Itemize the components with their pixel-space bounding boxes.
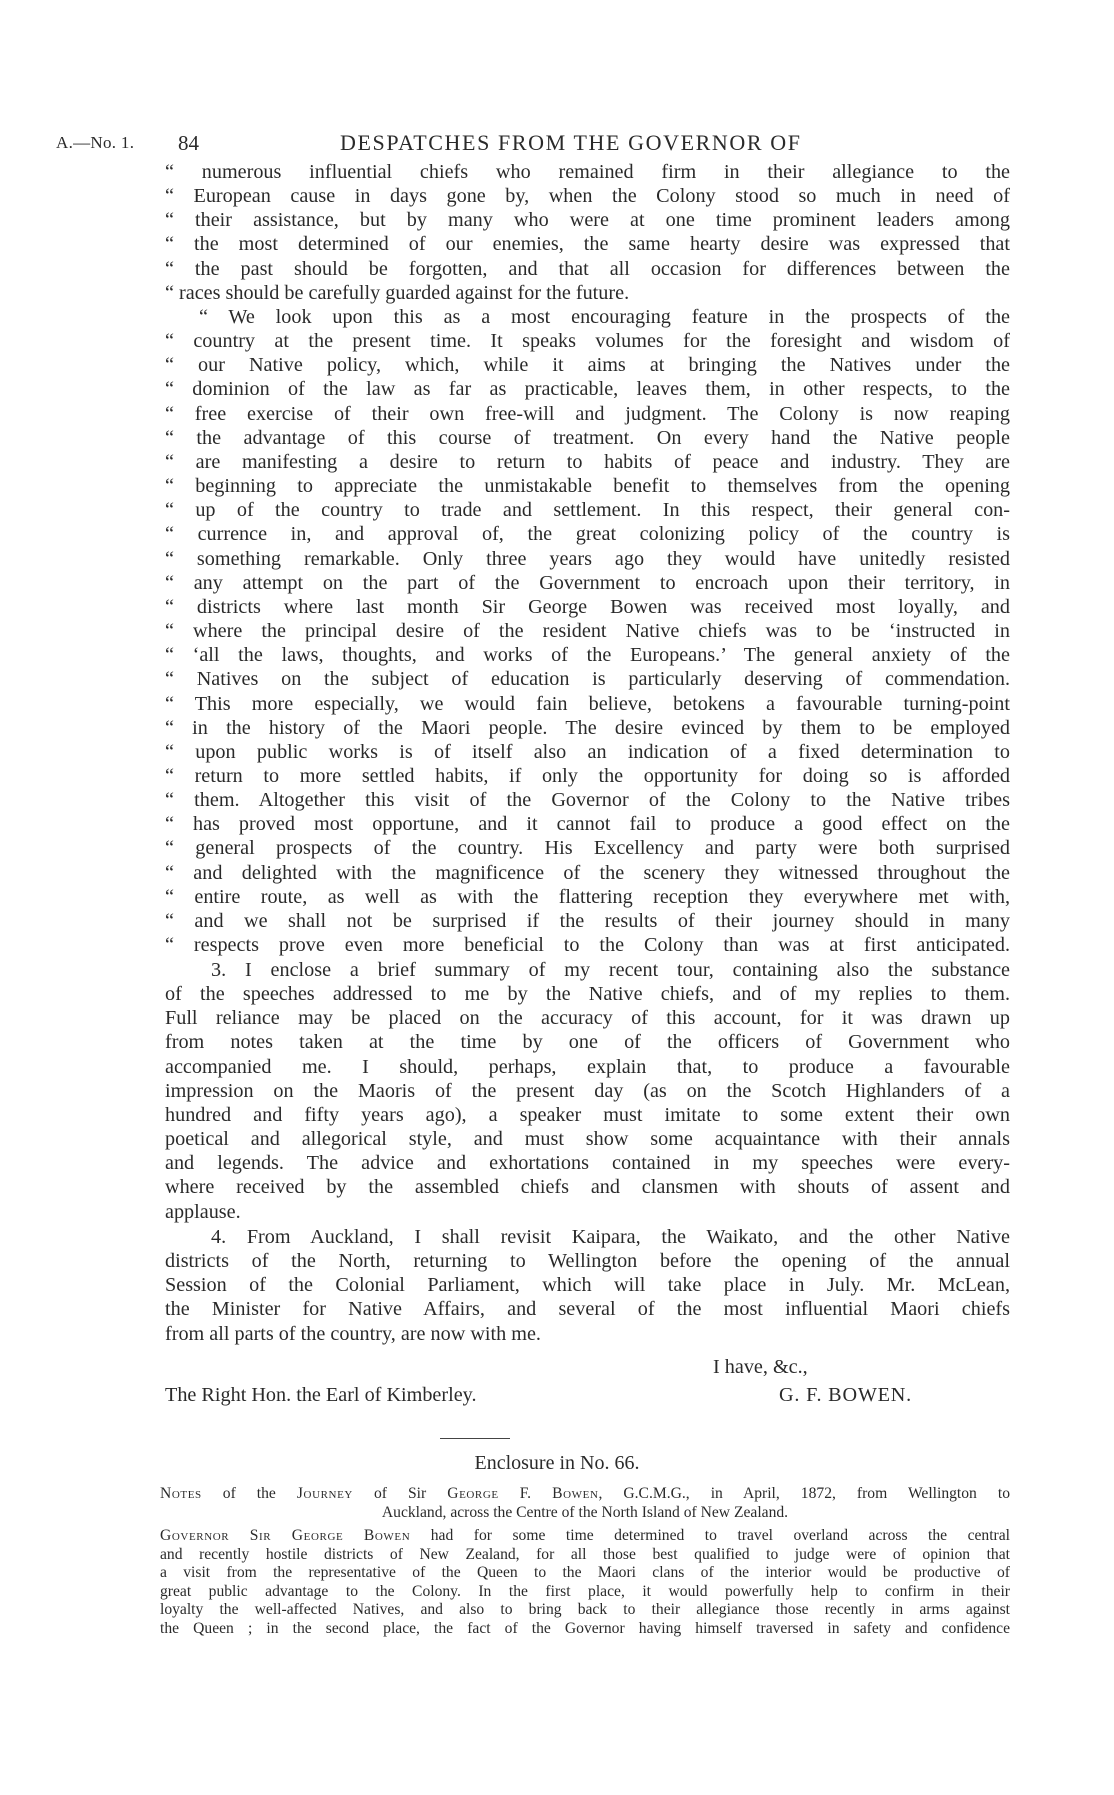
text-line: from all parts of the country, are now with me. — [165, 1322, 541, 1345]
text-line: “ races should be carefully guarded against for the future. — [165, 281, 630, 304]
enclosure-heading-line: Notes of the Journey of Sir George F. Bowen, G.C.M.G., in April, 1872, from Wellington to — [160, 1485, 1010, 1502]
text-line: “ Natives on the subject of education is particularly deserving of commendation. — [165, 668, 1010, 691]
text-line: “ dominion of the law as far as practicable, leaves them, in other respects, to the — [165, 378, 1010, 401]
text-line: “ them. Altogether this visit of the Governor of the Colony to the Native tribes — [165, 789, 1010, 812]
text-line: of the speeches addressed to me by the Native chiefs, and of my replies to them. — [165, 983, 1010, 1006]
text-line: “ country at the present time. It speaks volumes for the foresight and wisdom of — [165, 330, 1010, 353]
text-line: accompanied me. I should, perhaps, explain that, to produce a favourable — [165, 1055, 1010, 1078]
text-line: “ in the history of the Maori people. The desire evinced by them to be employed — [165, 716, 1010, 739]
text-line: “ numerous influential chiefs who remained firm in their allegiance to the — [165, 161, 1010, 183]
paragraph-3 — [165, 958, 1010, 1224]
valediction: I have, &c., — [713, 1356, 808, 1378]
section-divider — [440, 1438, 510, 1439]
text-line: Session of the Colonial Parliament, which will take place in July. Mr. McLean, — [165, 1274, 1010, 1297]
text-line: “ free exercise of their own free-will and judgment. The Colony is now reaping — [165, 402, 1010, 425]
page-number: 84 — [178, 131, 199, 155]
text-line: the Queen ; in the second place, the fact of the Governor having himself traversed in safety and confidence — [160, 1619, 1010, 1637]
text-line: “ upon public works is of itself also an indication of a fixed determination to — [165, 740, 1010, 763]
quoted-paragraph-1 — [165, 160, 1010, 305]
text-line: “ This more especially, we would fain believe, betokens a favourable turning-point — [165, 692, 1010, 715]
text-line: “ the advantage of this course of treatment. On every hand the Native people — [165, 426, 1010, 449]
text-line: 3. I enclose a brief summary of my recent tour, containing also the substance — [211, 959, 1010, 981]
paragraph-4 — [165, 1225, 1010, 1346]
text-line: “ districts where last month Sir George Bowen was received most loyally, and — [165, 595, 1010, 618]
text-line: “ We look upon this as a most encouraging feature in the prospects of the — [199, 306, 1010, 328]
text-line: “ beginning to appreciate the unmistakable benefit to themselves from the opening — [165, 475, 1010, 498]
text-line: from notes taken at the time by one of the officers of Government who — [165, 1031, 1010, 1054]
text-line: a visit from the representative of the Queen to the Maori clans of the interior would be productive of — [160, 1564, 1010, 1582]
text-line: poetical and allegorical style, and must show some acquaintance with their annals — [165, 1128, 1010, 1151]
text-line: Full reliance may be placed on the accuracy of this account, for it was drawn up — [165, 1007, 1010, 1030]
text-line: applause. — [165, 1200, 241, 1223]
document-reference: A.—No. 1. — [56, 133, 135, 152]
text-line: “ any attempt on the part of the Government to encroach upon their territory, in — [165, 571, 1010, 594]
text-line: districts of the North, returning to Wellington before the opening of the annual — [165, 1250, 1010, 1273]
text-line: “ the past should be forgotten, and that all occasion for differences between the — [165, 257, 1010, 280]
text-line: “ their assistance, but by many who were at one time prominent leaders among — [165, 209, 1010, 232]
text-line: “ something remarkable. Only three years ago they would have unitedly resisted — [165, 547, 1010, 570]
text-line: “ has proved most opportune, and it cannot fail to produce a good effect on the — [165, 813, 1010, 836]
text-line: “ ‘all the laws, thoughts, and works of the Europeans.’ The general anxiety of the — [165, 644, 1010, 667]
text-line: “ the most determined of our enemies, the same hearty desire was expressed that — [165, 233, 1010, 256]
text-line: “ entire route, as well as with the flattering reception they everywhere met with, — [165, 885, 1010, 908]
text-line: “ currence in, and approval of, the great colonizing policy of the country is — [165, 523, 1010, 546]
text-line: “ respects prove even more beneficial to the Colony than was at first anticipated. — [165, 934, 1010, 957]
text-line: loyalty the well-affected Natives, and also to bring back to their allegiance those recently in arms against — [160, 1601, 1010, 1619]
text-line: “ general prospects of the country. His Excellency and party were both surprised — [165, 837, 1010, 860]
signature: G. F. BOWEN. — [779, 1384, 913, 1406]
text-line: the Minister for Native Affairs, and several of the most influential Maori chiefs — [165, 1298, 1010, 1321]
quoted-paragraph-2 — [165, 305, 1010, 957]
text-line: “ return to more settled habits, if only the opportunity for doing so is afforded — [165, 764, 1010, 787]
text-line: “ up of the country to trade and settlement. In this respect, their general con- — [165, 499, 1010, 522]
enclosure-body — [160, 1527, 1010, 1639]
text-line: and legends. The advice and exhortations contained in my speeches were every- — [165, 1152, 1010, 1175]
text-line: hundred and fifty years ago), a speaker must imitate to some extent their own — [165, 1103, 1010, 1126]
text-line: 4. From Auckland, I shall revisit Kaipara, the Waikato, and the other Native — [211, 1226, 1010, 1248]
text-line: “ and delighted with the magnificence of the scenery they witnessed throughout the — [165, 861, 1010, 884]
text-line: impression on the Maoris of the present day (as on the Scotch Highlanders of a — [165, 1079, 1010, 1102]
text-line: “ European cause in days gone by, when the Colony stood so much in need of — [165, 185, 1010, 208]
text-line: where received by the assembled chiefs and clansmen with shouts of assent and — [165, 1176, 1010, 1199]
text-line: “ are manifesting a desire to return to habits of peace and industry. They are — [165, 450, 1010, 473]
text-line: “ where the principal desire of the resident Native chiefs was to be ‘instructed in — [165, 620, 1010, 643]
text-line: “ our Native policy, which, while it aims at bringing the Natives under the — [165, 354, 1010, 377]
running-title: DESPATCHES FROM THE GOVERNOR OF — [340, 130, 802, 155]
text-line: “ and we shall not be surprised if the results of their journey should in many — [165, 909, 1010, 932]
enclosure-heading-line: Auckland, across the Centre of the North Island of New Zealand. — [381, 1504, 789, 1521]
text-line: and recently hostile districts of New Zealand, for all those best qualified to judge were of opinion that — [160, 1545, 1010, 1563]
text-line: Governor Sir George Bowen had for some time determined to travel overland across the central — [160, 1527, 1011, 1544]
addressee: The Right Hon. the Earl of Kimberley. — [165, 1384, 477, 1406]
enclosure-title: Enclosure in No. 66. — [474, 1452, 640, 1474]
text-line: great public advantage to the Colony. In the first place, it would powerfully help to confirm in their — [160, 1582, 1010, 1600]
enclosure-heading — [160, 1484, 1010, 1522]
